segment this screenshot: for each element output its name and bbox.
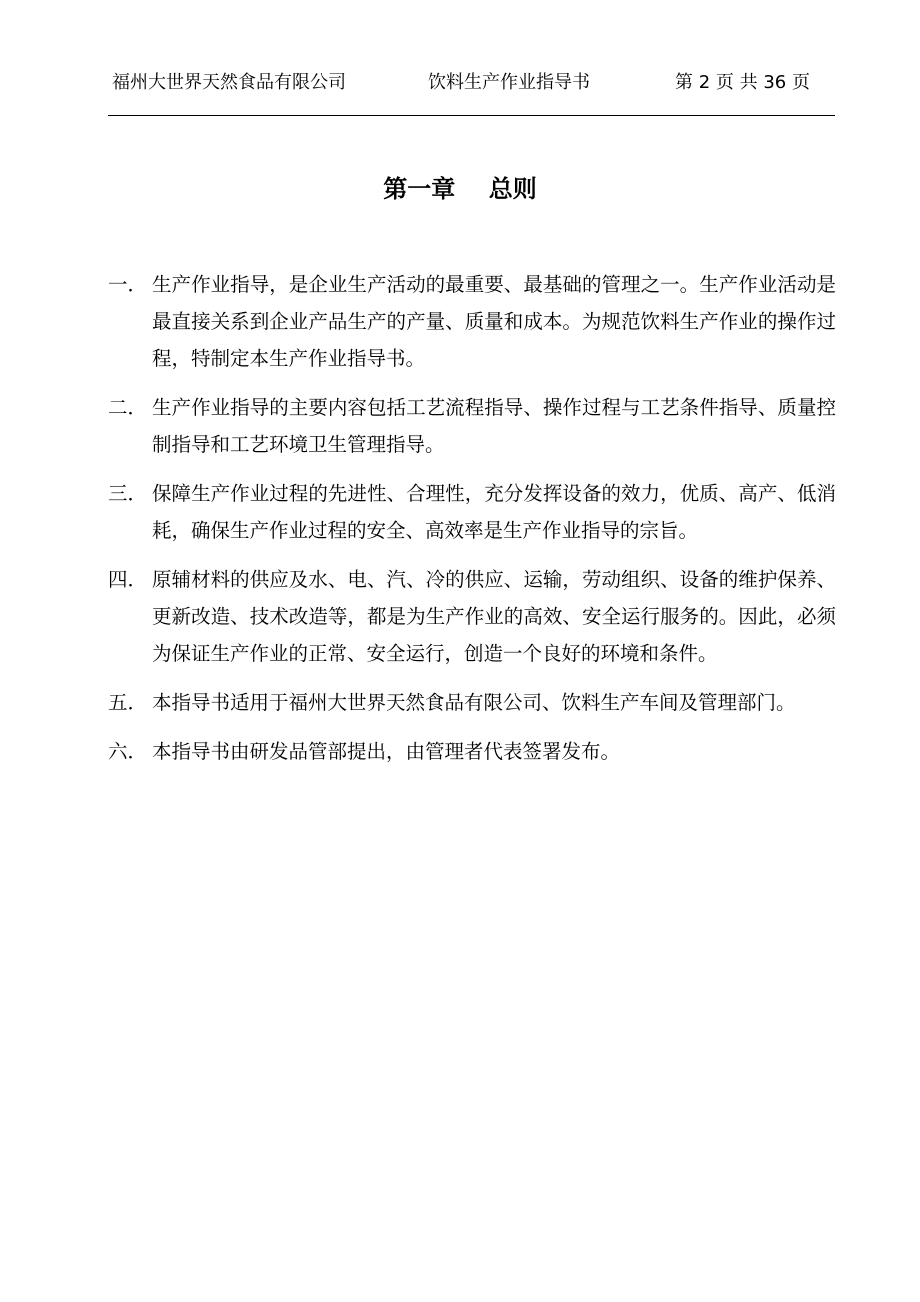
clause-item	[108, 475, 836, 549]
header-company-name: 福州大世界天然食品有限公司	[112, 72, 346, 93]
clause-number: 四．	[108, 568, 148, 591]
clause-text: 保障生产作业过程的先进性、合理性，充分发挥设备的效力，优质、高产、低消耗，确保生产作业过程的安全、高效率是生产作业指导的宗旨。	[152, 482, 836, 542]
clause-text: 生产作业指导的主要内容包括工艺流程指导、操作过程与工艺条件指导、质量控制指导和工艺环境卫生管理指导。	[152, 396, 836, 456]
clause-item	[108, 684, 836, 721]
clause-number: 三．	[108, 482, 148, 505]
clause-text: 本指导书由研发品管部提出，由管理者代表签署发布。	[152, 740, 621, 763]
chapter-title: 第一章 总则	[383, 175, 537, 203]
clause-item	[108, 389, 836, 463]
header-page-number: 第 2 页 共 36 页	[675, 72, 810, 93]
clause-number: 五．	[108, 691, 148, 714]
clause-item	[108, 266, 836, 377]
header-document-title: 饮料生产作业指导书	[428, 72, 590, 93]
clause-text: 本指导书适用于福州大世界天然食品有限公司、饮料生产车间及管理部门。	[152, 691, 796, 714]
clause-item	[108, 733, 836, 770]
header-divider	[108, 115, 835, 116]
clause-number: 二．	[108, 396, 148, 419]
clause-text: 生产作业指导，是企业生产活动的最重要、最基础的管理之一。生产作业活动是最直接关系到企业产品生产的产量、质量和成本。为规范饮料生产作业的操作过程，特制定本生产作业指导书。	[152, 273, 836, 370]
clause-number: 六．	[108, 740, 148, 763]
clause-number: 一．	[108, 273, 148, 296]
clause-text: 原辅材料的供应及水、电、汽、冷的供应、运输，劳动组织、设备的维护保养、更新改造、技术改造等，都是为生产作业的高效、安全运行服务的。因此，必须为保证生产作业的正常、安全运行，创造一个良好的环境和条件。	[152, 568, 836, 665]
page-header	[108, 70, 835, 100]
clause-item	[108, 561, 836, 672]
clause-list	[108, 266, 836, 782]
